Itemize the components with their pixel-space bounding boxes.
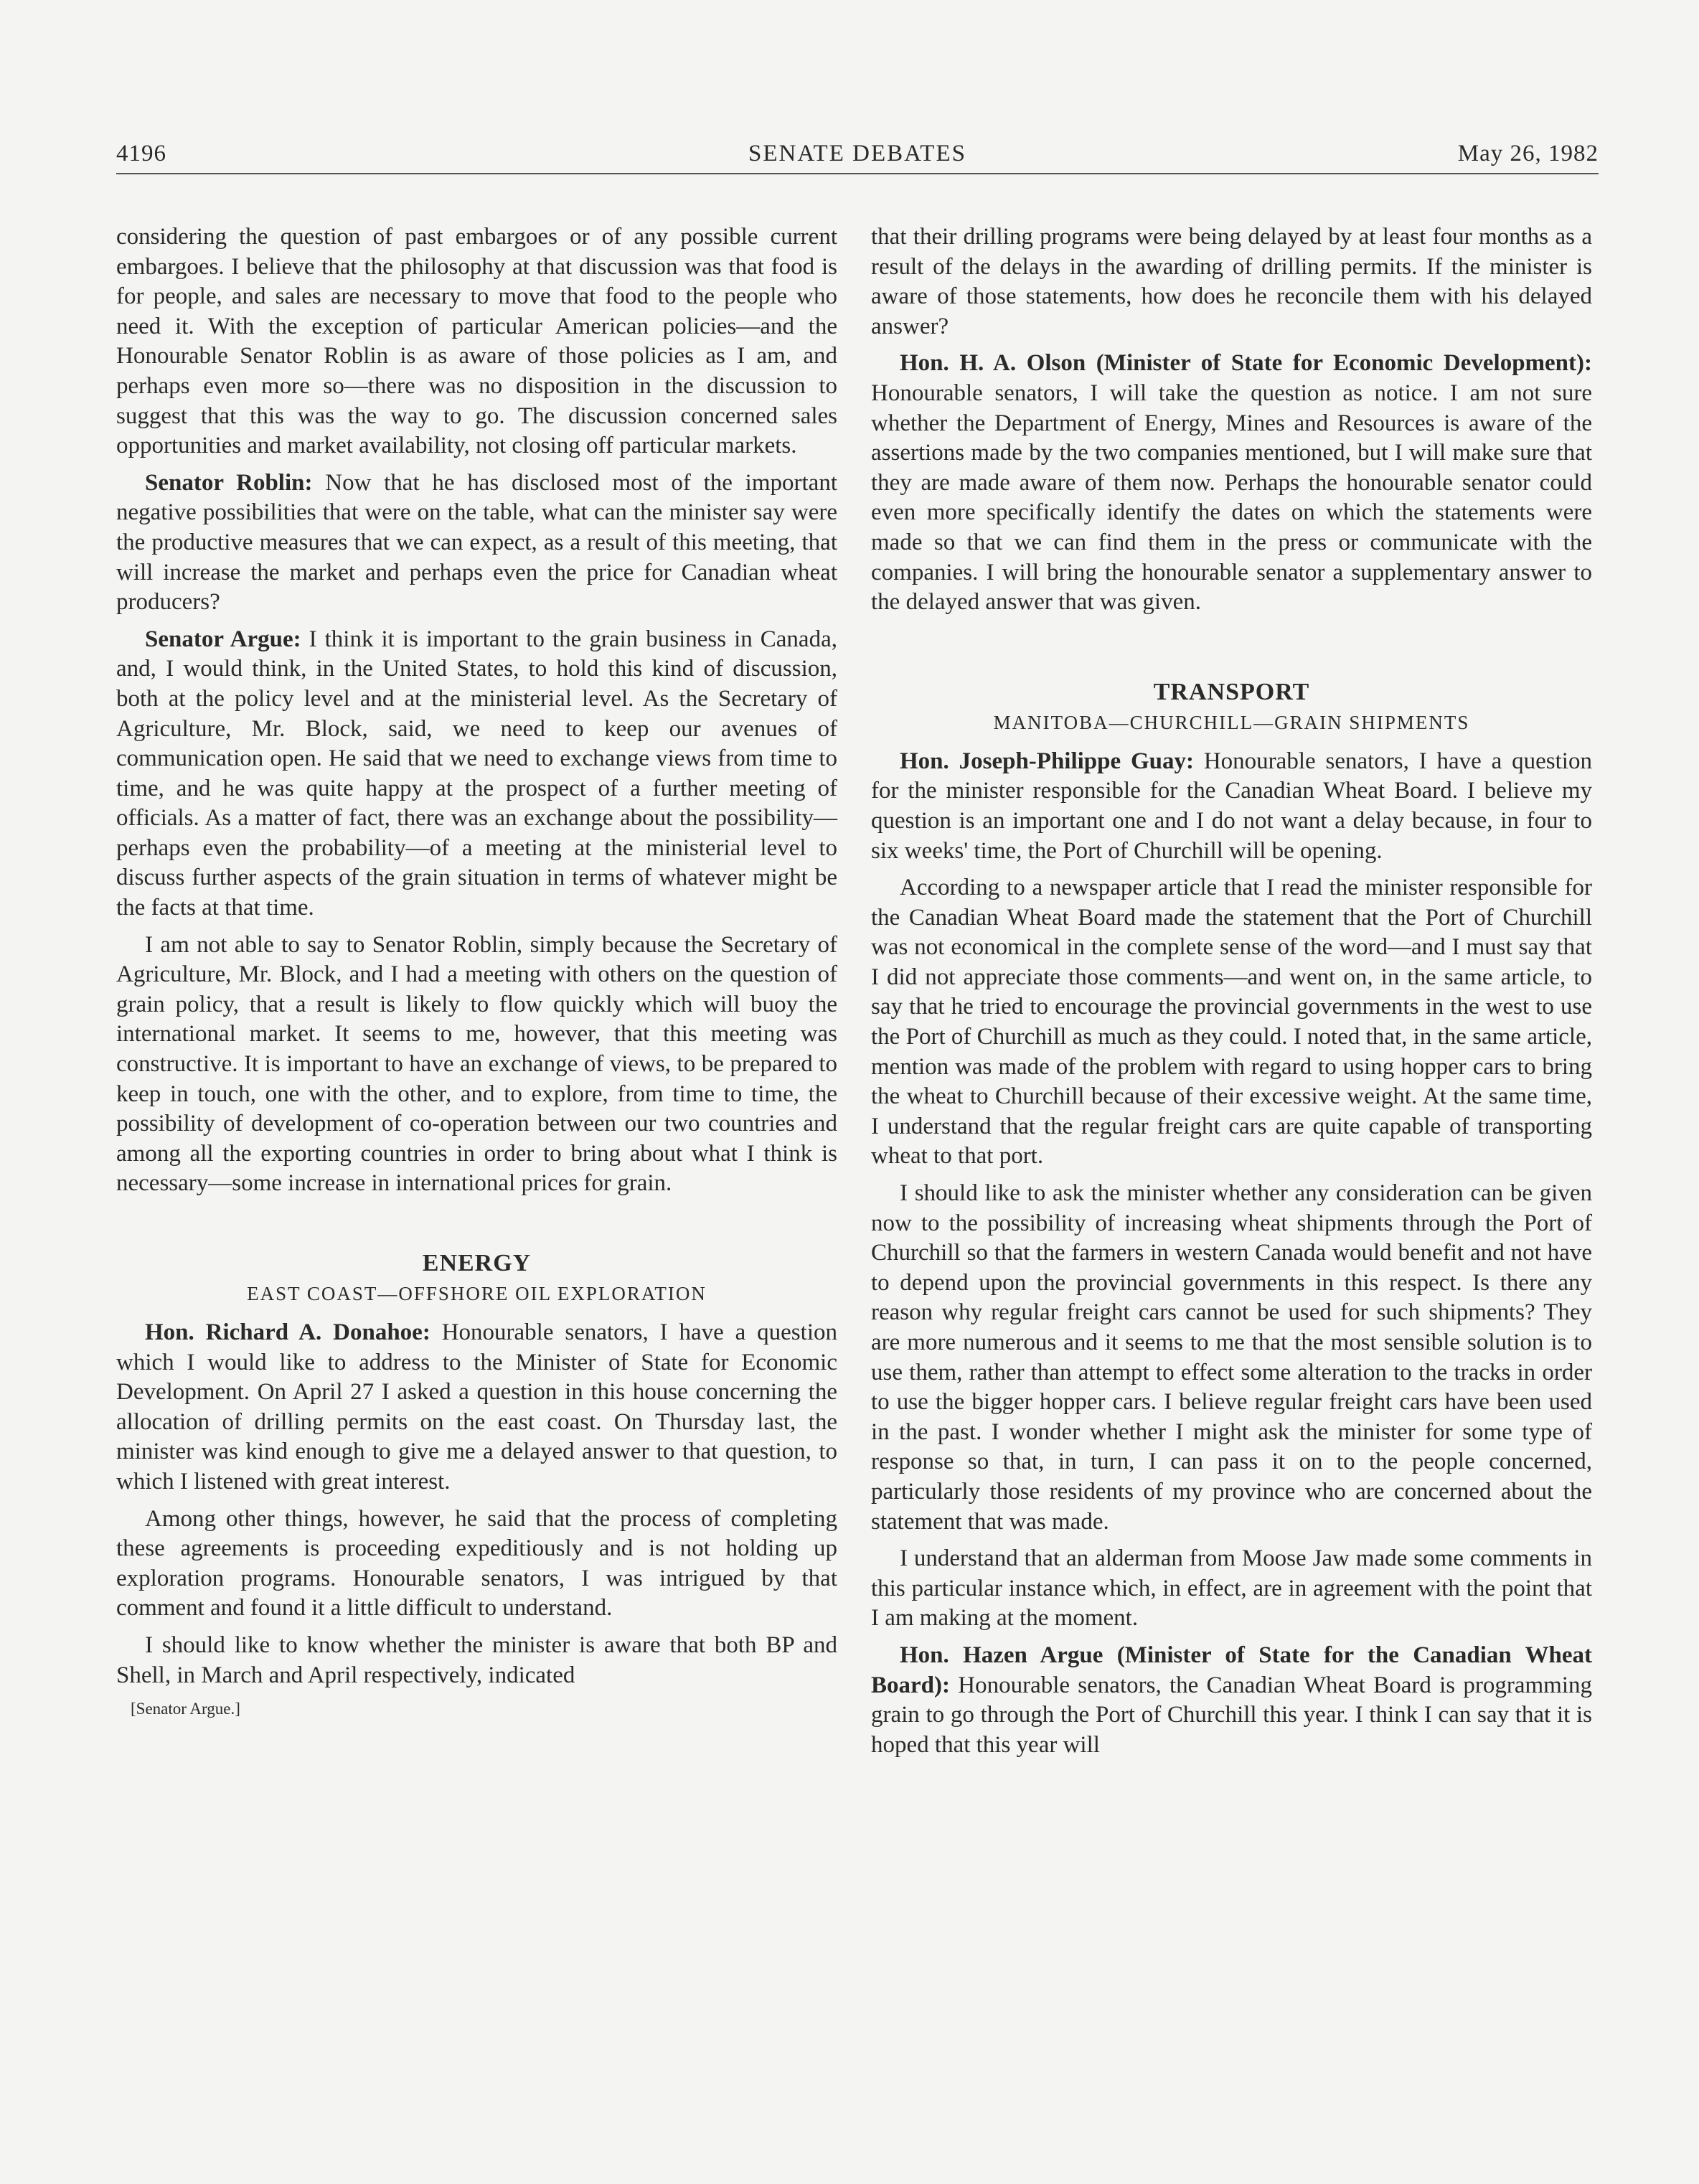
- paragraph: I understand that an alderman from Moose Jaw made some comments in this particular instance which, in effect, are in agreement with the point that I am making at the moment.: [871, 1545, 1592, 1632]
- right-column: [871, 222, 1592, 1767]
- speaker-name: Hon. Richard A. Donahoe:: [145, 1319, 430, 1345]
- paragraph: [871, 1641, 1592, 1760]
- page-date: May 26, 1982: [1457, 141, 1599, 166]
- paragraph: [116, 1318, 837, 1497]
- speech-text: Now that he has disclosed most of the important negative possibilities that were on the table, what can the minister say were the productive measures that we can expect, as a result of this meeting, that will increase the market and perhaps even the price for Canadian wheat producers?: [116, 469, 837, 616]
- speech-text: Honourable senators, I have a question for the minister responsible for the Canadian Wheat Board. I believe my question is an important one and I do not want a delay because, in four to six weeks' time, the Port of Churchill will be opening.: [871, 748, 1592, 864]
- paragraph: [116, 625, 837, 923]
- publication-title: SENATE DEBATES: [748, 141, 966, 166]
- page-header: [116, 141, 1599, 172]
- speaker-name: Hon. Joseph-Philippe Guay:: [900, 748, 1195, 774]
- paragraph: [116, 469, 837, 618]
- section-subheading: MANITOBA—CHURCHILL—GRAIN SHIPMENTS: [993, 711, 1470, 733]
- paragraph: that their drilling programs were being delayed by at least four months as a result of the delays in the awarding of drilling permits. If the minister is aware of those statements, how does he reconcile them with his delayed answer?: [871, 224, 1592, 339]
- speaker-continuation-note: [Senator Argue.]: [131, 1700, 240, 1718]
- speaker-name: Senator Argue:: [145, 626, 301, 652]
- section-heading: TRANSPORT: [1153, 678, 1310, 705]
- paragraph: I should like to ask the minister whether any consideration can be given now to the possibility of increasing wheat shipments through the Port of Churchill so that the farmers in western Canada would benefit and not have to depend upon the provincial governments in this respect. Is there any reason why regular freight cars cannot be used for such shipments? They are more numerous and it seems to me that the most sensible solution is to use them, rather than attempt to effect some alteration to the tracks in order to use the bigger hopper cars. I believe regular freight cars have been used in the past. I wonder whether I might ask the minister for some type of response so that, in turn, I can pass it on to the people concerned, particularly those residents of my province who are concerned about the statement that was made.: [871, 1180, 1592, 1535]
- page-number: 4196: [116, 141, 166, 166]
- paragraph: [871, 349, 1592, 617]
- paragraph: Among other things, however, he said that the process of completing these agreements is proceeding expeditiously and is not holding up exploration programs. Honourable senators, I was intrigued by that comment and found it a little difficult to understand.: [116, 1505, 837, 1621]
- header-rule: [116, 173, 1599, 174]
- section-subheading: EAST COAST—OFFSHORE OIL EXPLORATION: [247, 1283, 707, 1304]
- section-heading: ENERGY: [422, 1250, 532, 1276]
- speaker-name: Hon. H. A. Olson (Minister of State for Economic Development):: [900, 350, 1592, 377]
- paragraph: [871, 747, 1592, 866]
- paragraph: According to a newspaper article that I read the minister responsible for the Canadian Wheat Board made the statement that the Port of Churchill was not economical in the complete sense of the word—and I must say that I did not appreciate those comments—and went on, in the same article, to say that he tried to encourage the provincial governments in the west to use the Port of Churchill as much as they could. I noted that, in the same article, mention was made of the problem with regard to using hopper cars to bring the wheat to Churchill because of their excessive weight. At the same time, I understand that the regular freight cars are quite capable of transporting wheat to that port.: [871, 875, 1592, 1169]
- speech-text: I think it is important to the grain business in Canada, and, I would think, in the United States, to hold this kind of discussion, both at the policy level and at the ministerial level. As the Secretary of Agriculture, Mr. Block, said, we need to keep our avenues of communication open. He said that we need to exchange views from time to time, and he was quite happy at the prospect of a further meeting of officials. As a matter of fact, there was an exchange about the possibility—perhaps even the probability—of a meeting at the ministerial level to discuss further aspects of the grain situation in terms of whatever might be the facts at that time.: [116, 626, 837, 921]
- left-column: [116, 222, 837, 1721]
- paragraph: I should like to know whether the minister is aware that both BP and Shell, in March and April respectively, indicated: [116, 1632, 837, 1688]
- speech-text: Honourable senators, the Canadian Wheat Board is programming grain to go through the Port of Churchill this year. I think I can say that it is hoped that this year will: [871, 1672, 1592, 1758]
- speaker-name: Hon. Hazen Argue (Minister of State for the Canadian Wheat Board):: [871, 1642, 1592, 1698]
- speaker-name: Senator Roblin:: [145, 469, 313, 496]
- paragraph: considering the question of past embargoes or of any possible current embargoes. I believe that the philosophy at that discussion was that food is for people, and sales are necessary to move that food to the people who need it. With the exception of particular American policies—and the Honourable Senator Roblin is as aware of those policies as I am, and perhaps even more so—there was no disposition in the discussion to suggest that this was the way to go. The discussion concerned sales opportunities and market availability, not closing off particular markets.: [116, 224, 837, 459]
- paragraph: I am not able to say to Senator Roblin, simply because the Secretary of Agriculture, Mr. Block, and I had a meeting with others on the question of grain policy, that a result is likely to flow quickly which will buoy the international market. It seems to me, however, that this meeting was constructive. It is important to have an exchange of views, to be prepared to keep in touch, one with the other, and to explore, from time to time, the possibility of development of co-operation between our two countries and among all the exporting countries in order to bring about what I think is necessary—some increase in international prices for grain.: [116, 931, 837, 1197]
- speech-text: Honourable senators, I will take the question as notice. I am not sure whether the Department of Energy, Mines and Resources is aware of the assertions made by the two companies mentioned, but I will make sure that they are made aware of them now. Perhaps the honourable senator could even more specifically identify the dates on which the statements were made so that we can find them in the press or communicate with the companies. I will bring the honourable senator a supplementary answer to the delayed answer that was given.: [871, 380, 1592, 616]
- speech-text: Honourable senators, I have a question which I would like to address to the Minister of State for Economic Development. On April 27 I asked a question in this house concerning the allocation of drilling permits on the east coast. On Thursday last, the minister was kind enough to give me a delayed answer to that question, to which I listened with great interest.: [116, 1319, 837, 1495]
